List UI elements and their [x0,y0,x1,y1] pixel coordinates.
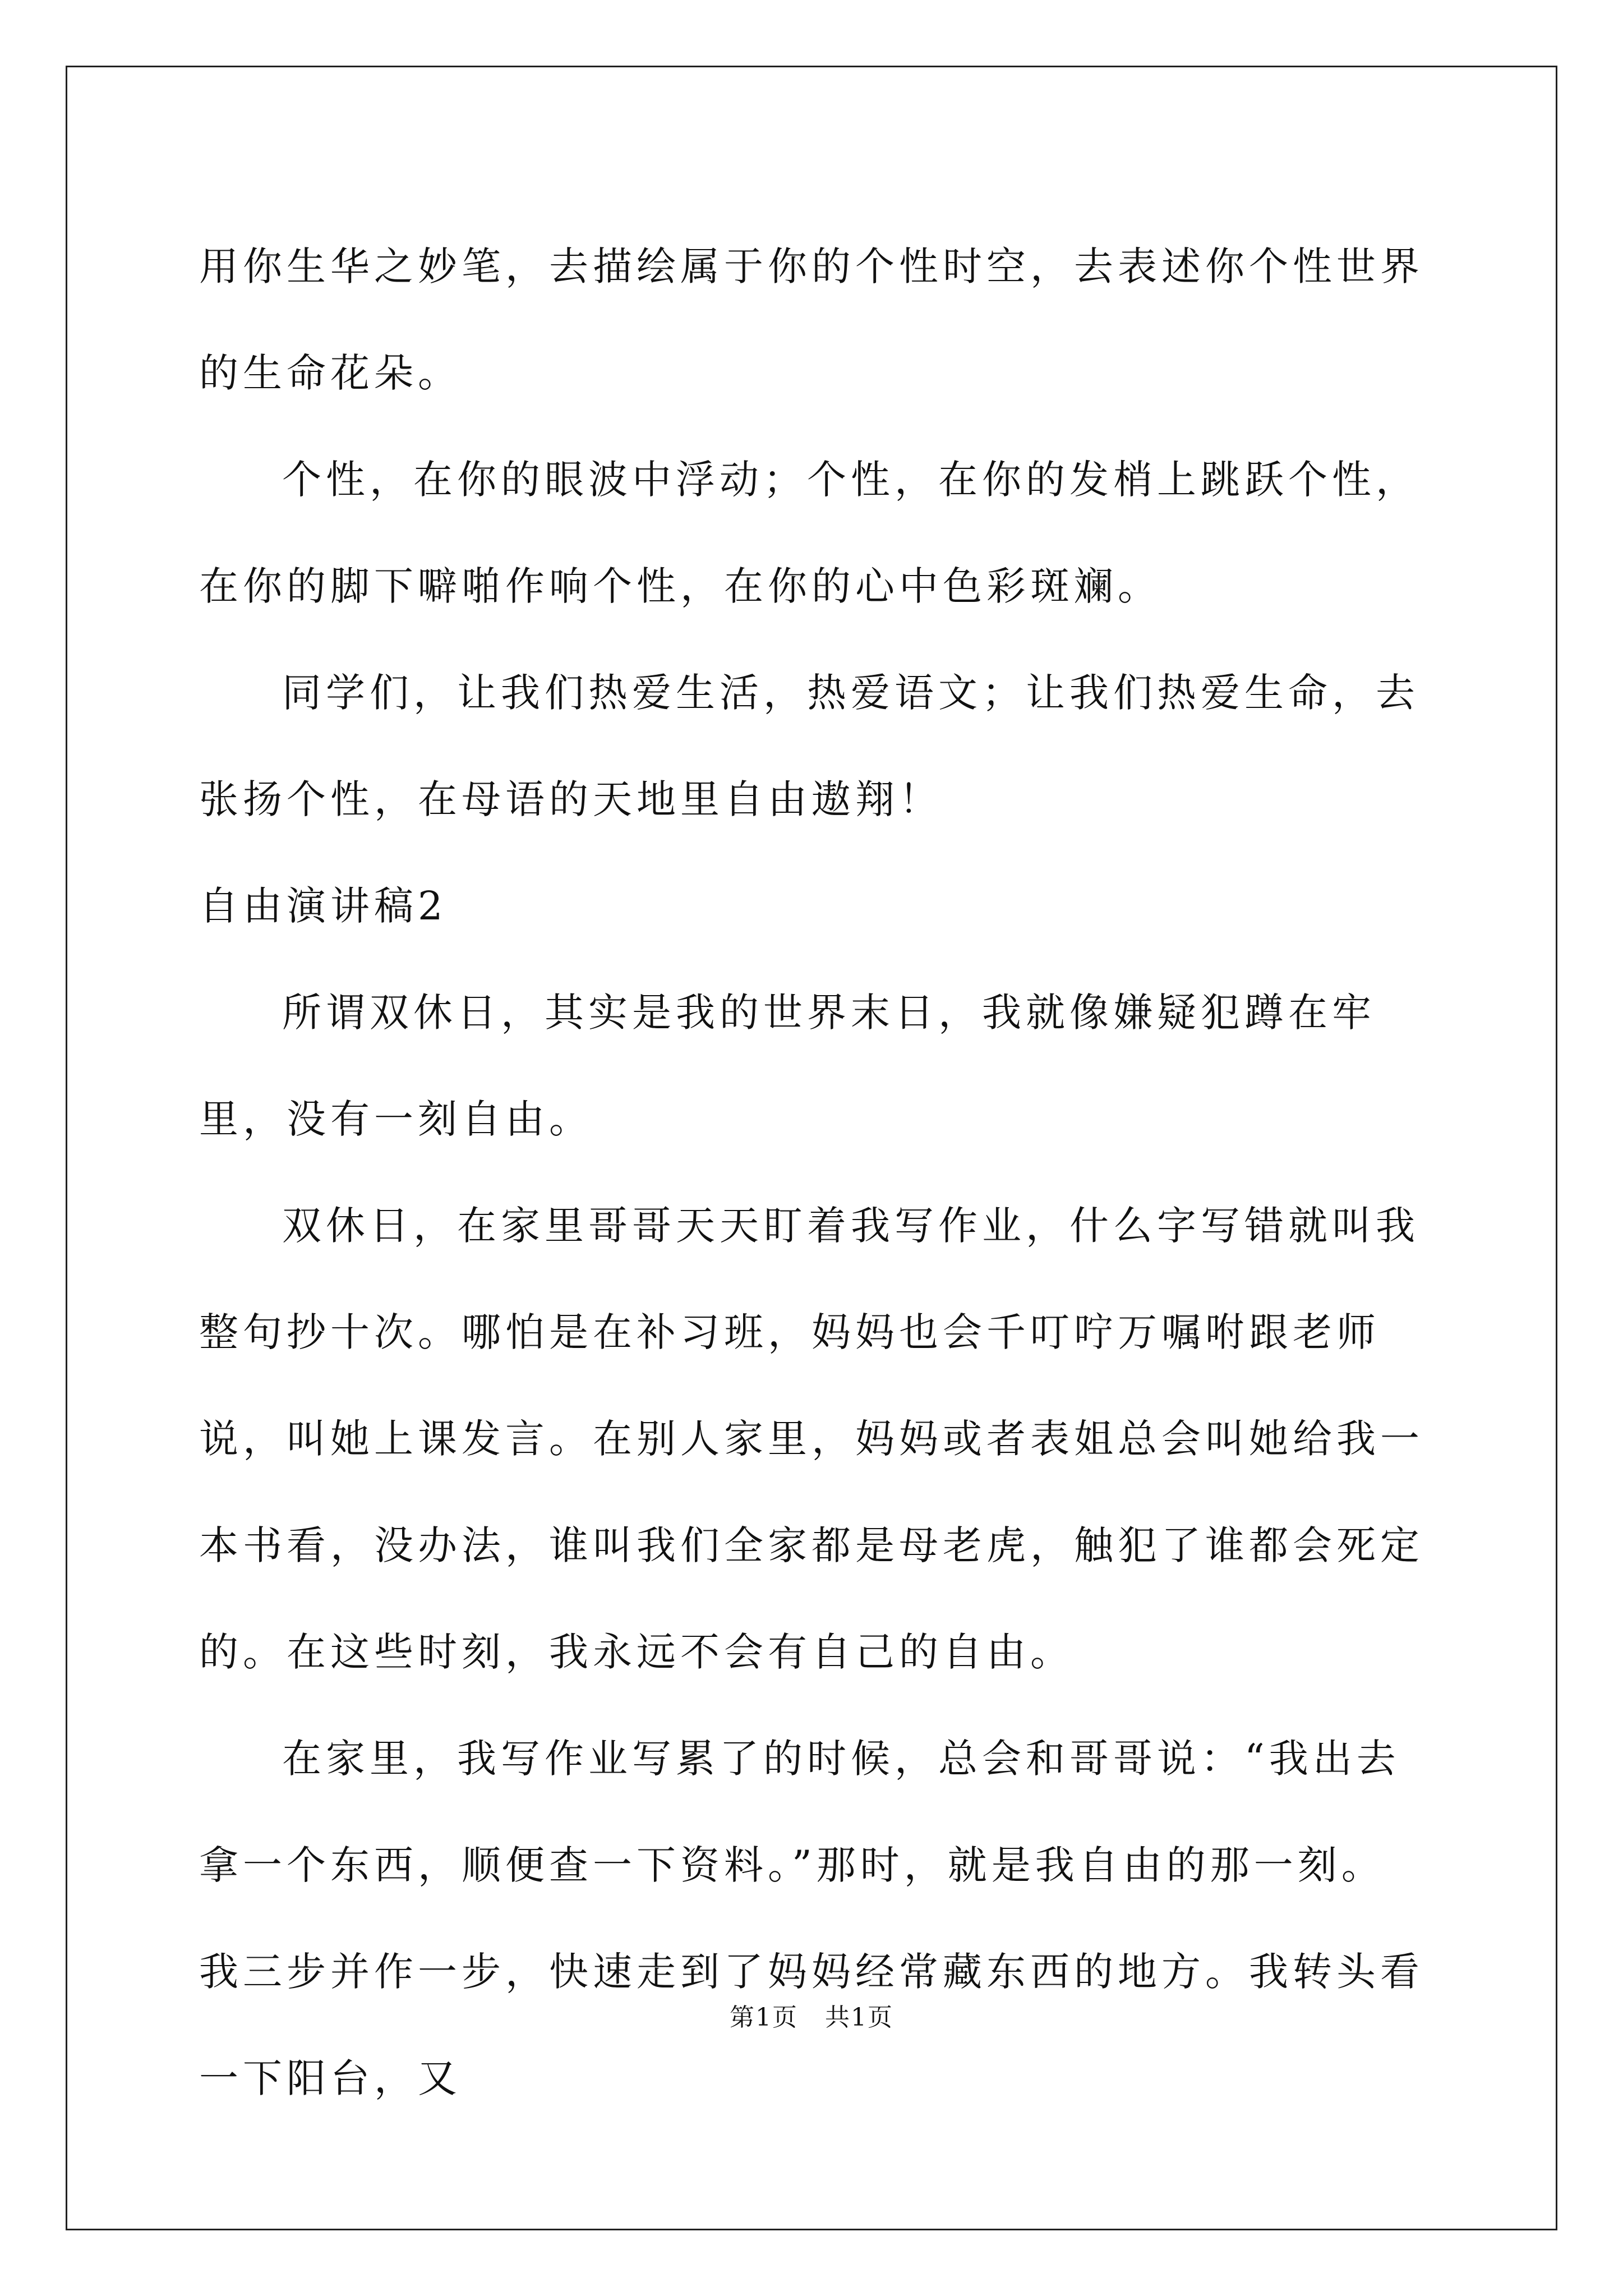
document-body [199,213,1427,2132]
paragraph: 所谓双休日，其实是我的世界末日，我就像嫌疑犯蹲在牢里，没有一刻自由。 [199,990,1376,1142]
page-footer [0,1997,1623,2033]
page-number: 第1页 [730,2003,798,2032]
paragraph: 在家里，我写作业写累了的时候，总会和哥哥说：“我出去拿一个东西，顺便查一下资料。”那时，就是我自由的那一刻。我三步并作一步，快速走到了妈妈经常藏东西的地方。我转头看一下阳台，又 [199,1736,1424,2101]
page-total: 共1页 [825,2003,893,2032]
paragraph: 同学们，让我们热爱生活，热爱语文；让我们热爱生命，去张扬个性，在母语的天地里自由遨翔！ [199,670,1419,822]
section-heading: 自由演讲稿2 [199,883,448,929]
paragraph: 个性，在你的眼波中浮动；个性，在你的发梢上跳跃个性，在你的脚下噼啪作响个性，在你的心中色彩斑斓。 [199,457,1419,609]
paragraph: 双休日，在家里哥哥天天盯着我写作业，什么字写错就叫我整句抄十次。哪怕是在补习班，妈妈也会千叮咛万嘱咐跟老师说，叫她上课发言。在别人家里，妈妈或者表姐总会叫她给我一本书看，没办法，谁叫我们全家都是母老虎，触犯了谁都会死定的。在这些时刻，我永远不会有自己的自由。 [199,1203,1424,1675]
paragraph: 用你生华之妙笔，去描绘属于你的个性时空，去表述你个性世界的生命花朵。 [199,243,1424,396]
